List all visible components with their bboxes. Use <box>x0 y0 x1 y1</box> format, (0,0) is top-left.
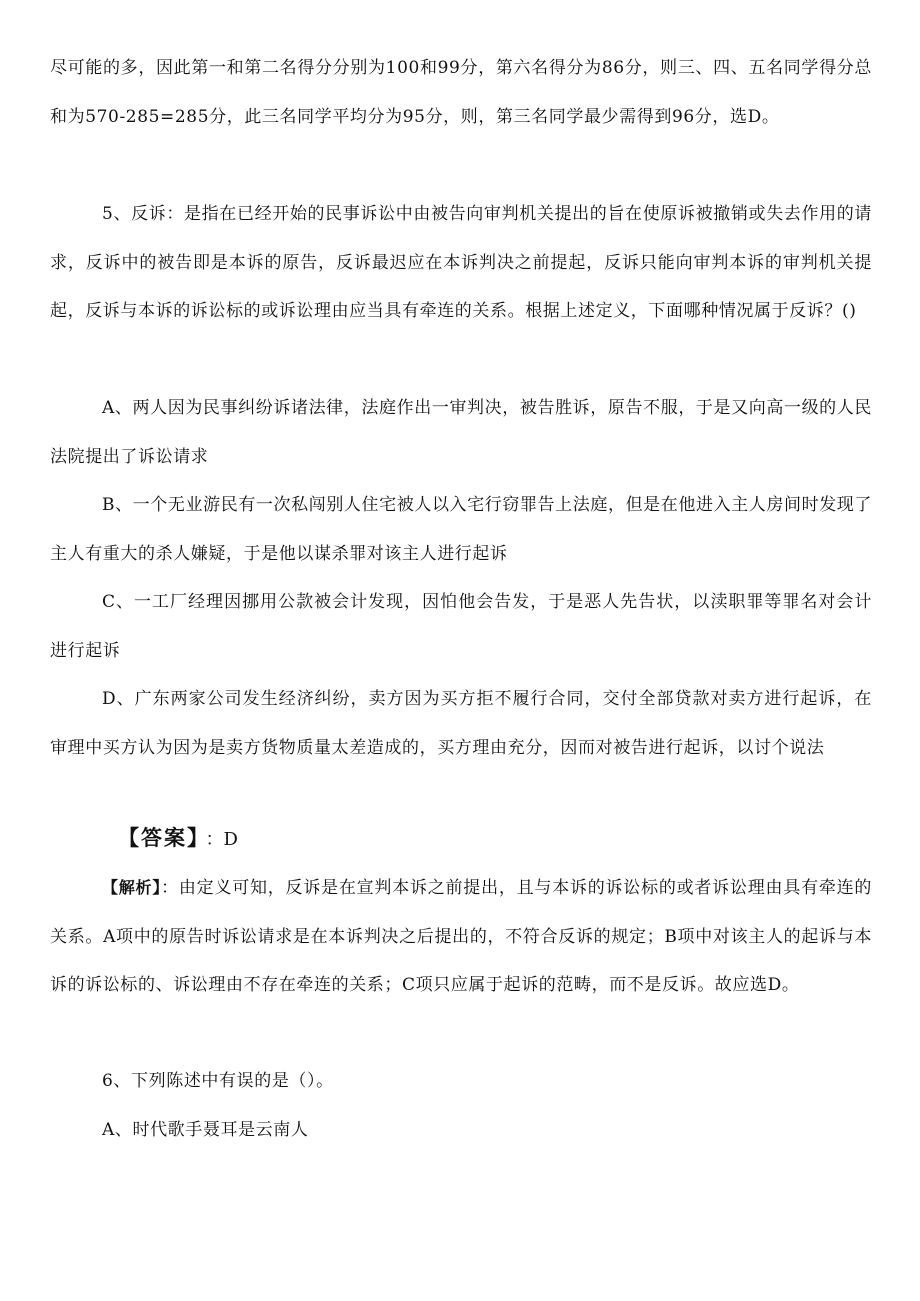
question-5-option-c: C、一工厂经理因挪用公款被会计发现，因怕他会告发，于是恶人先告状，以渎职罪等罪名对会计进行起诉 <box>50 592 872 661</box>
explanation-continuation: 尽可能的多，因此第一和第二名得分分别为100和99分，第六名得分为86分，则三、四、五名同学得分总和为570-285=285分，此三名同学平均分为95分，则，第三名同学最少需得到96分，选D。 <box>50 58 872 127</box>
answer-value: ：D <box>205 829 238 850</box>
question-5-stem: 5、反诉：是指在已经开始的民事诉讼中由被告向审判机关提出的旨在使原诉被撤销或失去作用的请求，反诉中的被告即是本诉的原告，反诉最迟应在本诉判决之前提起，反诉只能向审判本诉的审判机关提起，反诉与本诉的诉讼标的或诉讼理由应当具有牵连的关系。根据上述定义，下面哪种情况属于反诉？() <box>50 204 872 321</box>
analysis-paragraph <box>50 864 872 1010</box>
question-6-option-a: A、时代歌手聂耳是云南人 <box>102 1120 309 1140</box>
analysis-label: 【解析】 <box>102 878 162 897</box>
answer-label: 【答案】 <box>118 826 200 850</box>
question-5-option-d: D、广东两家公司发生经济纠纷，卖方因为买方拒不履行合同，交付全部贷款对卖方进行起诉，在审理中买方认为因为是卖方货物质量太差造成的，买方理由充分，因而对被告进行起诉，以讨个说法 <box>50 689 872 758</box>
answer-line <box>118 818 238 860</box>
question-6-stem: 6、下列陈述中有误的是（）。 <box>102 1071 334 1091</box>
question-5-option-b: B、一个无业游民有一次私闯别人住宅被人以入宅行窃罪告上法庭，但是在他进入主人房间时发现了主人有重大的杀人嫌疑，于是他以谋杀罪对该主人进行起诉 <box>50 495 872 564</box>
analysis-text: ：由定义可知，反诉是在宣判本诉之前提出，且与本诉的诉讼标的或者诉讼理由具有牵连的关系。A项中的原告时诉讼请求是在本诉判决之后提出的，不符合反诉的规定；B项中对该主人的起诉与本诉的诉讼标的、诉讼理由不存在牵连的关系；C项只应属于起诉的范畴，而不是反诉。故应选D。 <box>50 878 872 995</box>
question-5-option-a: A、两人因为民事纠纷诉诸法律，法庭作出一审判决，被告胜诉，原告不服，于是又向高一级的人民法院提出了诉讼请求 <box>50 398 872 467</box>
